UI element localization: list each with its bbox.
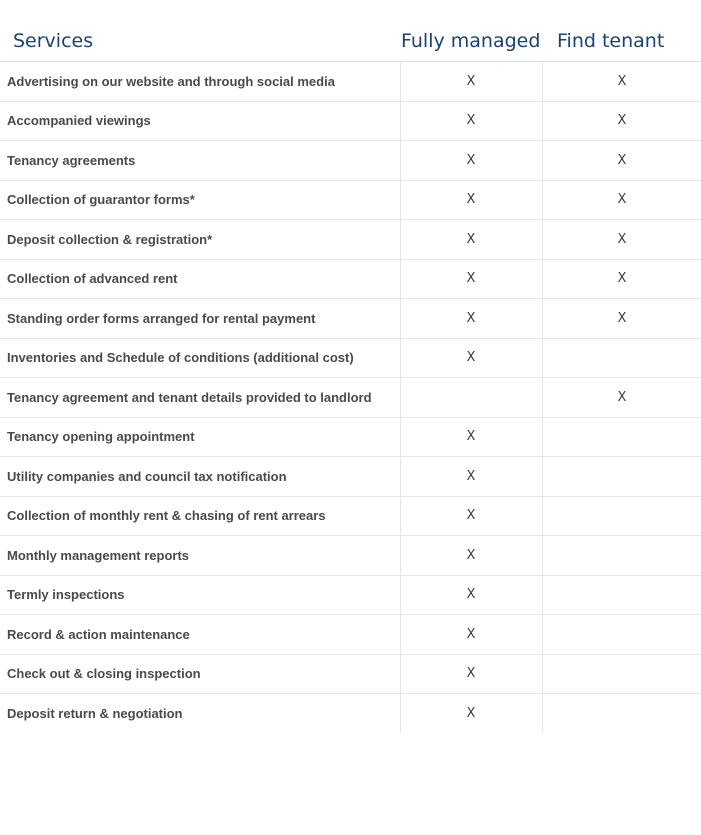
table-row xyxy=(0,101,701,141)
fully-managed-column-header: Fully managed xyxy=(401,30,541,52)
find-tenant-mark xyxy=(542,536,701,576)
service-name: Monthly management reports xyxy=(0,536,400,576)
fully-managed-mark: X xyxy=(400,575,542,615)
find-tenant-mark: X xyxy=(542,220,701,260)
table-header xyxy=(0,27,701,61)
fully-managed-mark: X xyxy=(400,496,542,536)
fully-managed-mark: X xyxy=(400,338,542,378)
service-name: Collection of monthly rent & chasing of rent arrears xyxy=(0,496,400,536)
service-name: Collection of advanced rent xyxy=(0,259,400,299)
find-tenant-mark: X xyxy=(542,141,701,181)
find-tenant-mark xyxy=(542,654,701,694)
service-name: Utility companies and council tax notification xyxy=(0,457,400,497)
find-tenant-mark: X xyxy=(542,62,701,102)
find-tenant-mark: X xyxy=(542,259,701,299)
fully-managed-mark: X xyxy=(400,694,542,733)
table-row xyxy=(0,694,701,733)
table-row xyxy=(0,141,701,181)
fully-managed-mark: X xyxy=(400,536,542,576)
service-name: Tenancy opening appointment xyxy=(0,417,400,457)
find-tenant-mark: X xyxy=(542,299,701,339)
fully-managed-mark: X xyxy=(400,180,542,220)
service-name: Record & action maintenance xyxy=(0,615,400,655)
find-tenant-mark xyxy=(542,615,701,655)
service-name: Check out & closing inspection xyxy=(0,654,400,694)
service-name: Standing order forms arranged for rental payment xyxy=(0,299,400,339)
service-name: Inventories and Schedule of conditions (additional cost) xyxy=(0,338,400,378)
service-name: Tenancy agreement and tenant details provided to landlord xyxy=(0,378,400,418)
service-name: Deposit collection & registration* xyxy=(0,220,400,260)
table-row xyxy=(0,299,701,339)
table-row xyxy=(0,338,701,378)
find-tenant-mark xyxy=(542,575,701,615)
find-tenant-mark xyxy=(542,457,701,497)
services-column-header: Services xyxy=(13,30,94,52)
table-row xyxy=(0,417,701,457)
table-row xyxy=(0,378,701,418)
fully-managed-mark: X xyxy=(400,299,542,339)
table-row xyxy=(0,259,701,299)
find-tenant-mark xyxy=(542,694,701,733)
table-row xyxy=(0,536,701,576)
find-tenant-mark: X xyxy=(542,180,701,220)
service-name: Deposit return & negotiation xyxy=(0,694,400,733)
table-row xyxy=(0,654,701,694)
fully-managed-mark: X xyxy=(400,220,542,260)
fully-managed-mark: X xyxy=(400,62,542,102)
find-tenant-mark: X xyxy=(542,378,701,418)
table-row xyxy=(0,457,701,497)
find-tenant-mark: X xyxy=(542,101,701,141)
fully-managed-mark: X xyxy=(400,654,542,694)
find-tenant-mark xyxy=(542,496,701,536)
service-name: Tenancy agreements xyxy=(0,141,400,181)
fully-managed-mark: X xyxy=(400,141,542,181)
service-name: Termly inspections xyxy=(0,575,400,615)
table-row xyxy=(0,220,701,260)
fully-managed-mark: X xyxy=(400,259,542,299)
fully-managed-mark: X xyxy=(400,417,542,457)
fully-managed-mark: X xyxy=(400,615,542,655)
services-table xyxy=(0,61,701,733)
fully-managed-mark: X xyxy=(400,101,542,141)
table-row xyxy=(0,62,701,102)
service-name: Accompanied viewings xyxy=(0,101,400,141)
find-tenant-mark xyxy=(542,338,701,378)
service-name: Advertising on our website and through social media xyxy=(0,62,400,102)
fully-managed-mark: X xyxy=(400,457,542,497)
find-tenant-column-header: Find tenant xyxy=(557,30,665,52)
table-row xyxy=(0,496,701,536)
table-row xyxy=(0,615,701,655)
service-name: Collection of guarantor forms* xyxy=(0,180,400,220)
table-row xyxy=(0,180,701,220)
fully-managed-mark xyxy=(400,378,542,418)
table-row xyxy=(0,575,701,615)
find-tenant-mark xyxy=(542,417,701,457)
